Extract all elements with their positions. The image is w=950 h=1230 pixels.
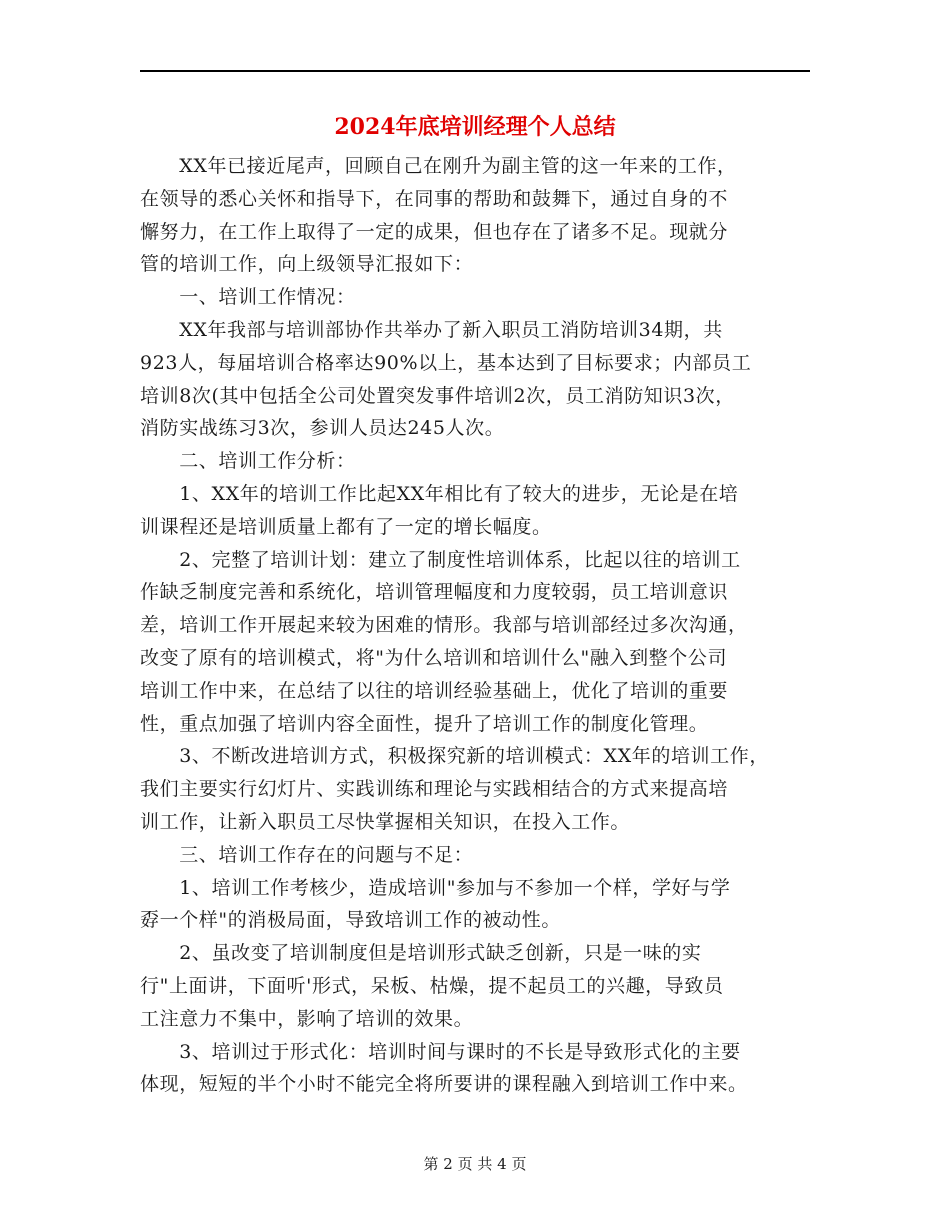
document-body bbox=[140, 150, 810, 1101]
body-line: 2、完整了培训计划：建立了制度性培训体系，比起以往的培训工 bbox=[140, 548, 741, 571]
body-line: 作缺乏制度完善和系统化，培训管理幅度和力度较弱，员工培训意识 bbox=[140, 581, 729, 604]
body-line: 1、XX年的培训工作比起XX年相比有了较大的进步，无论是在培 bbox=[140, 482, 739, 505]
body-line: 训课程还是培训质量上都有了一定的增长幅度。 bbox=[140, 515, 552, 538]
section-heading: 一、培训工作情况： bbox=[140, 286, 356, 309]
document-title: 2024年底培训经理个人总结 bbox=[334, 114, 616, 140]
body-line: 923人，每届培训合格率达90%以上，基本达到了目标要求；内部员工 bbox=[140, 351, 752, 374]
section-heading: 三、培训工作存在的问题与不足： bbox=[140, 843, 474, 866]
body-line: 训工作，让新入职员工尽快掌握相关知识，在投入工作。 bbox=[140, 810, 631, 833]
body-line: 管的培训工作，向上级领导汇报如下： bbox=[140, 253, 474, 276]
body-line: 消防实战练习3次，参训人员达245人次。 bbox=[140, 417, 505, 440]
section-heading: 二、培训工作分析： bbox=[140, 450, 356, 473]
body-line: 工注意力不集中，影响了培训的效果。 bbox=[140, 1007, 474, 1030]
body-line: 3、培训过于形式化：培训时间与课时的不长是导致形式化的主要 bbox=[140, 1040, 741, 1063]
body-line: 体现，短短的半个小时不能完全将所要讲的课程融入到培训工作中来。 bbox=[140, 1073, 748, 1096]
body-line: 懈努力，在工作上取得了一定的成果，但也存在了诸多不足。现就分 bbox=[140, 220, 729, 243]
body-line: 性，重点加强了培训内容全面性，提升了培训工作的制度化管理。 bbox=[140, 712, 709, 735]
body-line: 2、虽改变了培训制度但是培训形式缺乏创新，只是一味的实 bbox=[140, 942, 702, 965]
body-line: 培训8次(其中包括全公司处置突发事件培训2次，员工消防知识3次， bbox=[140, 384, 735, 407]
body-line: 1、培训工作考核少，造成培训"参加与不参加一个样，学好与学 bbox=[140, 876, 731, 899]
body-line: 孬一个样"的消极局面，导致培训工作的被动性。 bbox=[140, 909, 561, 932]
body-line: 改变了原有的培训模式，将"为什么培训和培训什么"融入到整个公司 bbox=[140, 646, 728, 669]
body-line: 培训工作中来，在总结了以往的培训经验基础上，优化了培训的重要 bbox=[140, 679, 729, 702]
page-number: 第 2 页 共 4 页 bbox=[423, 1155, 527, 1173]
body-line: 在领导的悉心关怀和指导下，在同事的帮助和鼓舞下，通过自身的不 bbox=[140, 187, 729, 210]
body-line: 差，培训工作开展起来较为困难的情形。我部与培训部经过多次沟通， bbox=[140, 614, 748, 637]
body-line: XX年我部与培训部协作共举办了新入职员工消防培训34期，共 bbox=[140, 318, 723, 341]
header-rule bbox=[140, 70, 810, 72]
body-line: XX年已接近尾声，回顾自己在刚升为副主管的这一年来的工作， bbox=[140, 155, 737, 177]
body-line: 行"上面讲，下面听'形式，呆板、枯燥，提不起员工的兴趣，导致员 bbox=[140, 974, 724, 997]
body-line: 我们主要实行幻灯片、实践训练和理论与实践相结合的方式来提高培 bbox=[140, 778, 729, 801]
body-line: 3、不断改进培训方式，积极探究新的培训模式：XX年的培训工作， bbox=[140, 745, 769, 768]
